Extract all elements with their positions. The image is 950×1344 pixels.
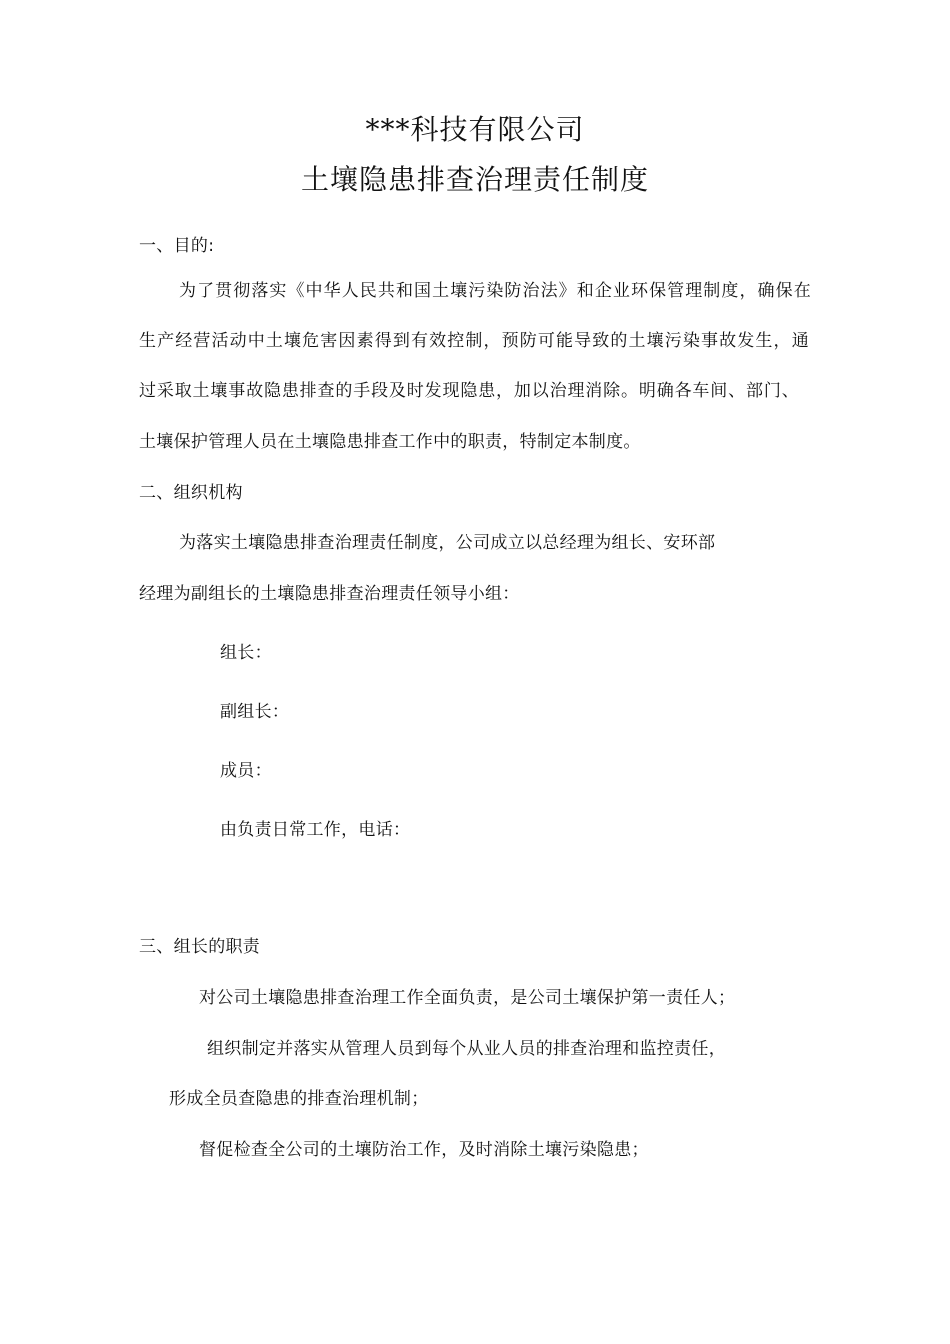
section1-line-4: 土壤保护管理人员在土壤隐患排查工作中的职责，特制定本制度。: [139, 432, 641, 452]
section1-heading: 一、目的:: [139, 236, 215, 256]
section2-line-1: 为落实土壤隐患排查治理责任制度，公司成立以总经理为组长、安环部: [179, 533, 716, 553]
section3-line-1: 对公司土壤隐患排查治理工作全面负责，是公司土壤保护第一责任人；: [199, 988, 736, 1008]
company-title: ***科技有限公司: [365, 113, 585, 146]
section2-line-2: 经理为副组长的土壤隐患排查治理责任领导小组：: [139, 584, 520, 604]
section1-line-2: 生产经营活动中土壤危害因素得到有效控制，预防可能导致的土壤污染事故发生，通: [139, 331, 809, 351]
section3-line-3: 形成全员查隐患的排查治理机制；: [169, 1089, 429, 1109]
document-title: 土壤隐患排查治理责任制度: [300, 163, 649, 196]
section1-line-1: 为了贯彻落实《中华人民共和国土壤污染防治法》和企业环保管理制度，确保在: [179, 281, 811, 301]
section3-line-4: 督促检查全公司的土壤防治工作，及时消除土壤污染隐患；: [199, 1140, 649, 1160]
role-leader: 组长：: [220, 643, 272, 663]
section3-heading: 三、组长的职责: [139, 937, 261, 957]
role-members: 成员：: [220, 761, 272, 781]
section3-line-2: 组织制定并落实从管理人员到每个从业人员的排查治理和监控责任，: [207, 1039, 726, 1059]
role-daily-contact: 由负责日常工作，电话：: [220, 820, 411, 840]
section2-heading: 二、组织机构: [139, 483, 243, 503]
section1-line-3: 过采取土壤事故隐患排查的手段及时发现隐患，加以治理消除。明确各车间、部门、: [139, 381, 799, 401]
role-deputy-leader: 副组长：: [220, 702, 290, 722]
